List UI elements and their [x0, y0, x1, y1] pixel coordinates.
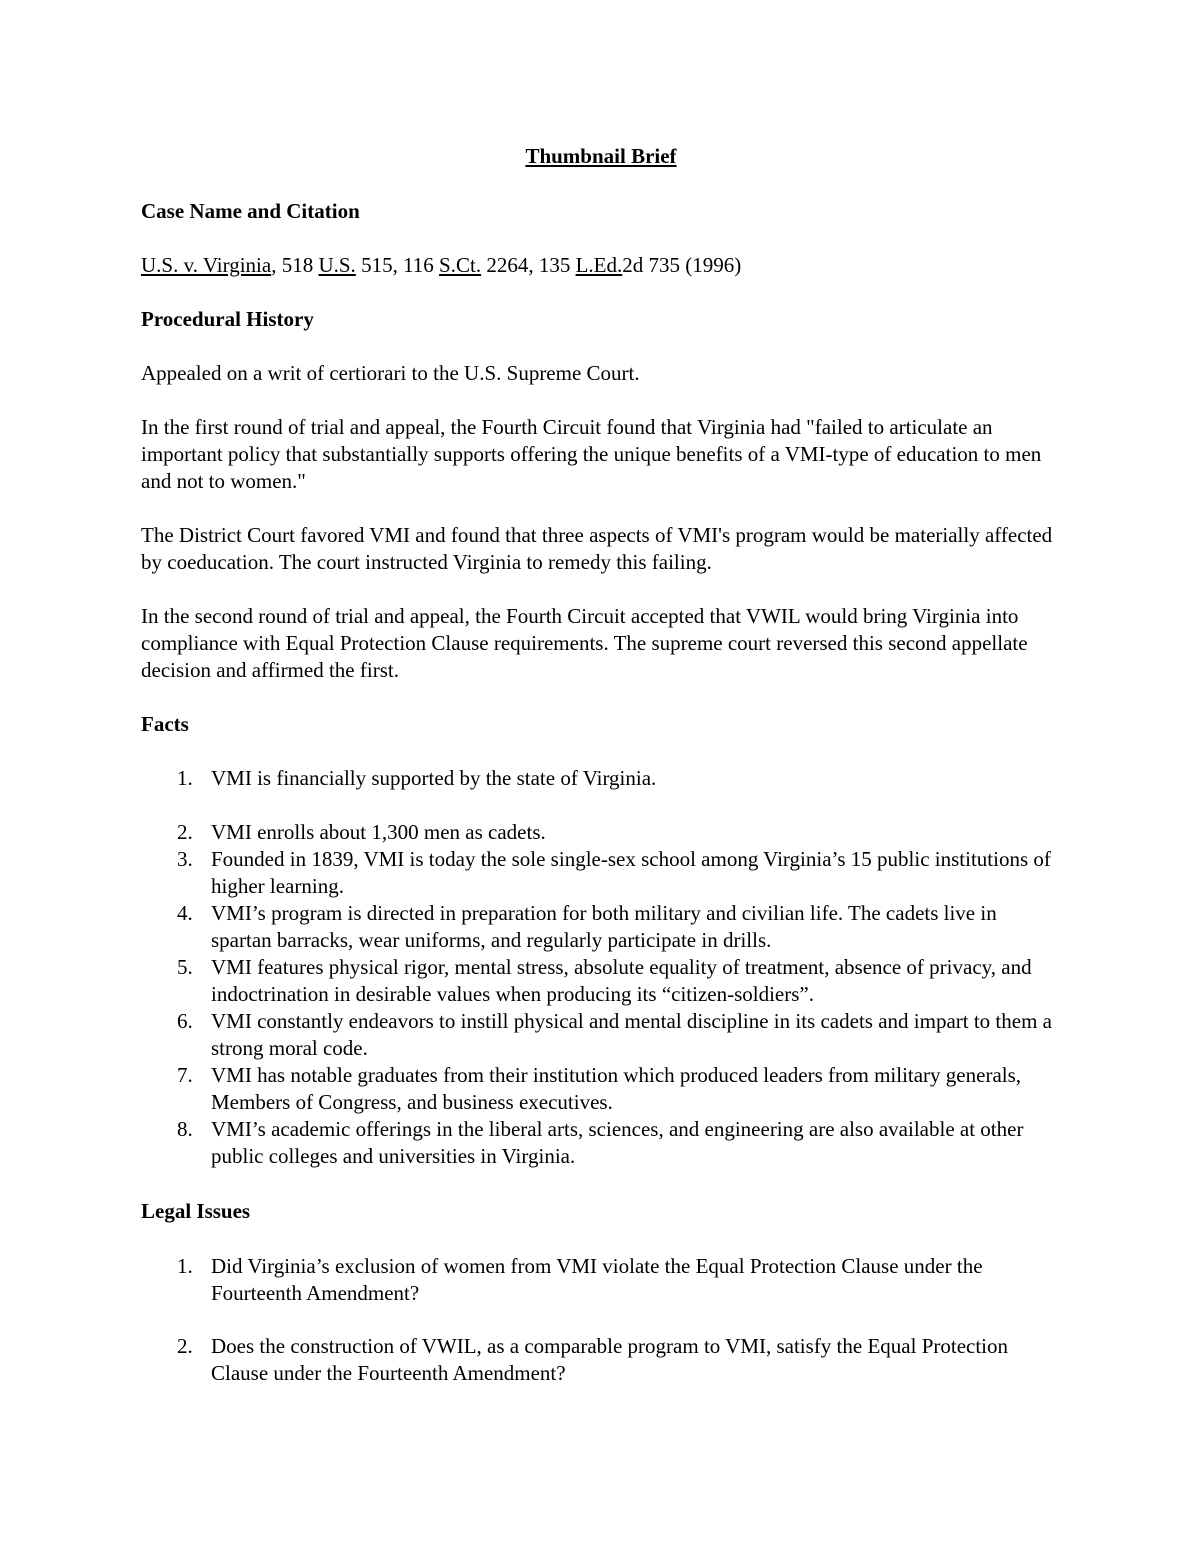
legal-issue-number: 1. [177, 1254, 193, 1278]
procedural-paragraph-4: In the second round of trial and appeal, the Fourth Circuit accepted that VWIL would bring Virginia into compliance with Equal Protection Clause requirements. The supreme court reversed this second appellate decision and affirmed the first. [141, 604, 1028, 682]
heading-facts: Facts [141, 712, 189, 736]
citation-sep-3: 2264, 135 [481, 253, 576, 277]
legal-issue-text: Did Virginia’s exclusion of women from VMI violate the Equal Protection Clause under the Fourteenth Amendment? [211, 1254, 983, 1305]
citation-reporter-us: U.S. [318, 253, 356, 277]
legal-issue-text: Does the construction of VWIL, as a comparable program to VMI, satisfy the Equal Protection Clause under the Fourteenth Amendment? [211, 1334, 1009, 1385]
fact-number: 6. [177, 1009, 193, 1033]
fact-item-1 [141, 765, 1061, 792]
fact-item-2 [141, 819, 1061, 846]
legal-issue-list-1 [141, 1253, 1061, 1307]
document-title: Thumbnail Brief [525, 144, 677, 168]
citation-sep-2: 515, 116 [355, 253, 440, 277]
procedural-paragraph-1: Appealed on a writ of certiorari to the U.S. Supreme Court. [141, 361, 640, 385]
citation-tail: 2d 735 (1996) [622, 253, 742, 277]
fact-item-6 [141, 1008, 1061, 1062]
citation-sep-1: , 518 [271, 253, 319, 277]
fact-number: 1. [177, 766, 193, 790]
fact-item-3 [141, 846, 1061, 900]
fact-number: 3. [177, 847, 193, 871]
legal-issue-item-2 [141, 1333, 1061, 1387]
legal-issue-list-2 [141, 1333, 1061, 1387]
procedural-paragraph-3: The District Court favored VMI and found that three aspects of VMI's program would be materially affected by coeducation. The court instructed Virginia to remedy this failing. [141, 523, 1053, 574]
heading-legal-issues: Legal Issues [141, 1199, 251, 1223]
fact-number: 5. [177, 955, 193, 979]
fact-number: 8. [177, 1117, 193, 1141]
legal-issue-item-1 [141, 1253, 1061, 1307]
fact-text: VMI has notable graduates from their institution which produced leaders from military generals, Members of Congress, and business executives. [211, 1063, 1022, 1114]
citation-reporter-sct: S.Ct. [439, 253, 482, 277]
procedural-paragraph-2: In the first round of trial and appeal, the Fourth Circuit found that Virginia had "failed to articulate an important policy that substantially supports offering the unique benefits of a VMI-type of education to men and not to women." [141, 415, 1042, 493]
heading-case-name: Case Name and Citation [141, 199, 360, 223]
fact-text: VMI features physical rigor, mental stress, absolute equality of treatment, absence of privacy, and indoctrination in desirable values when producing its “citizen-soldiers”. [211, 955, 1032, 1006]
fact-item-7 [141, 1062, 1061, 1116]
fact-text: VMI constantly endeavors to instill physical and mental discipline in its cadets and impart to them a strong moral code. [211, 1009, 1052, 1060]
fact-item-4 [141, 900, 1061, 954]
heading-procedural-history: Procedural History [141, 307, 314, 331]
citation-case-name: U.S. v. Virginia [141, 253, 272, 277]
fact-text: Founded in 1839, VMI is today the sole single-sex school among Virginia’s 15 public institutions of higher learning. [211, 847, 1051, 898]
fact-text: VMI is financially supported by the state of Virginia. [211, 766, 657, 790]
fact-number: 7. [177, 1063, 193, 1087]
citation-reporter-led: L.Ed. [575, 253, 623, 277]
fact-item-8 [141, 1116, 1061, 1170]
fact-item-5 [141, 954, 1061, 1008]
legal-issue-number: 2. [177, 1334, 193, 1358]
facts-list-first [141, 765, 1061, 792]
fact-number: 4. [177, 901, 193, 925]
fact-number: 2. [177, 820, 193, 844]
fact-text: VMI’s program is directed in preparation for both military and civilian life. The cadets live in spartan barracks, wear uniforms, and regularly participate in drills. [211, 901, 997, 952]
fact-text: VMI’s academic offerings in the liberal arts, sciences, and engineering are also available at other public colleges and universities in Virginia. [211, 1117, 1024, 1168]
facts-list [141, 819, 1061, 1170]
fact-text: VMI enrolls about 1,300 men as cadets. [211, 820, 546, 844]
case-citation [141, 252, 1061, 279]
